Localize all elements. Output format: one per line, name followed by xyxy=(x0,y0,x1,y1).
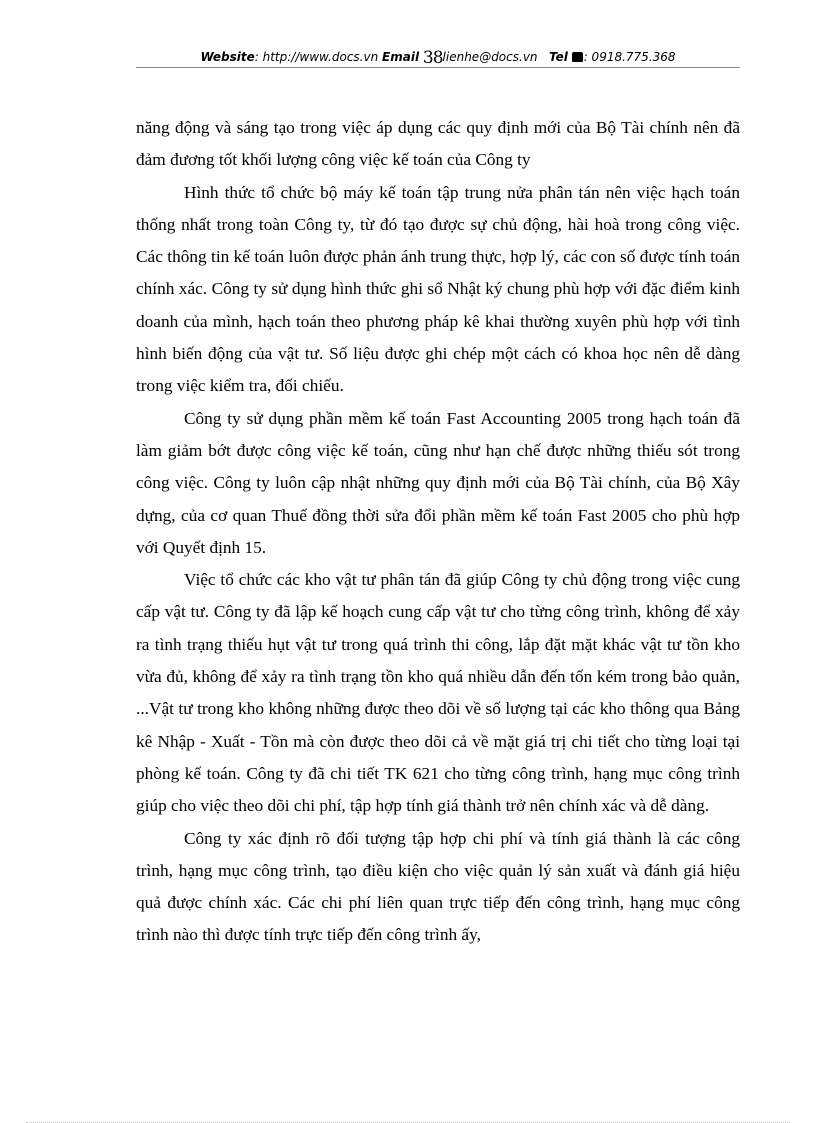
body-text xyxy=(136,112,740,952)
header-rule xyxy=(136,67,740,68)
website-value: : http://www.docs.vn xyxy=(254,50,379,64)
paragraph-3: Công ty sử dụng phần mềm kế toán Fast Accounting 2005 trong hạch toán đã làm giảm bớt được công việc kế toán, cũng như hạn chế được những thiếu sót trong công việc. Công ty luôn cập nhật những quy định mới của Bộ Tài chính, của Bộ Xây dựng, của cơ quan Thuế đồng thời sửa đổi phần mềm kế toán Fast 2005 cho phù hợp với Quyết định 15. xyxy=(136,408,740,557)
website-label: Website xyxy=(200,50,255,64)
paragraph-4: Việc tổ chức các kho vật tư phân tán đã giúp Công ty chủ động trong việc cung cấp vật tư. Công ty đã lập kế hoạch cung cấp vật tư cho từng công trình, không để xảy ra tình trạng thiếu hụt vật tư trong quá trình thi công, lắp đặt mặt khác vật tư tồn kho vừa đủ, không để xảy ra tình trạng tồn kho quá nhiều dẫn đến tốn kém trong bảo quản, ...Vật tư trong kho không những được theo dõi về số lượng tại các kho thông qua Bảng kê Nhập - Xuất - Tồn mà còn được theo dõi cả về mặt giá trị chi tiết cho từng loại tại phòng kế toán. Công ty đã chi tiết TK 621 cho từng công trình, hạng mục công trình giúp cho việc theo dõi chi phí, tập hợp tính giá thành trở nên chính xác và dễ dàng. xyxy=(136,570,740,816)
paragraph-2: Hình thức tổ chức bộ máy kế toán tập trung nửa phân tán nên việc hạch toán thống nhất trong toàn Công ty, từ đó tạo được sự chủ động, hài hoà trong công việc. Các thông tin kế toán luôn được phản ánh trung thực, hợp lý, các con số được tính toán chính xác. Công ty sử dụng hình thức ghi sổ Nhật ký chung phù hợp với đặc điểm kinh doanh của mình, hạch toán theo phương pháp kê khai thường xuyên phù hợp với tình hình biến động của vật tư. Số liệu được ghi chép một cách có khoa học nên dễ dàng trong việc kiểm tra, đối chiếu. xyxy=(136,182,740,396)
tel-label: Tel xyxy=(548,50,568,64)
email-value: lienhe@docs.vn xyxy=(442,50,538,64)
phone-icon xyxy=(572,52,583,62)
page-header xyxy=(136,46,740,68)
paragraph-1: năng động và sáng tạo trong việc áp dụng các quy định mới của Bộ Tài chính nên đã đảm đương tốt khối lượng công việc kế toán của Công ty xyxy=(136,118,740,170)
page-number: 38 xyxy=(422,48,443,68)
paragraph-5: Công ty xác định rõ đối tượng tập hợp chi phí và tính giá thành là các công trình, hạng mục công trình, tạo điều kiện cho việc quản lý sản xuất và đánh giá hiệu quả được chính xác. Các chi phí liên quan trực tiếp đến công trình, hạng mục công trình nào thì được tính trực tiếp đến công trình ấy, xyxy=(136,828,740,945)
tel-value: : 0918.775.368 xyxy=(583,50,676,64)
email-label: Email xyxy=(382,50,420,64)
